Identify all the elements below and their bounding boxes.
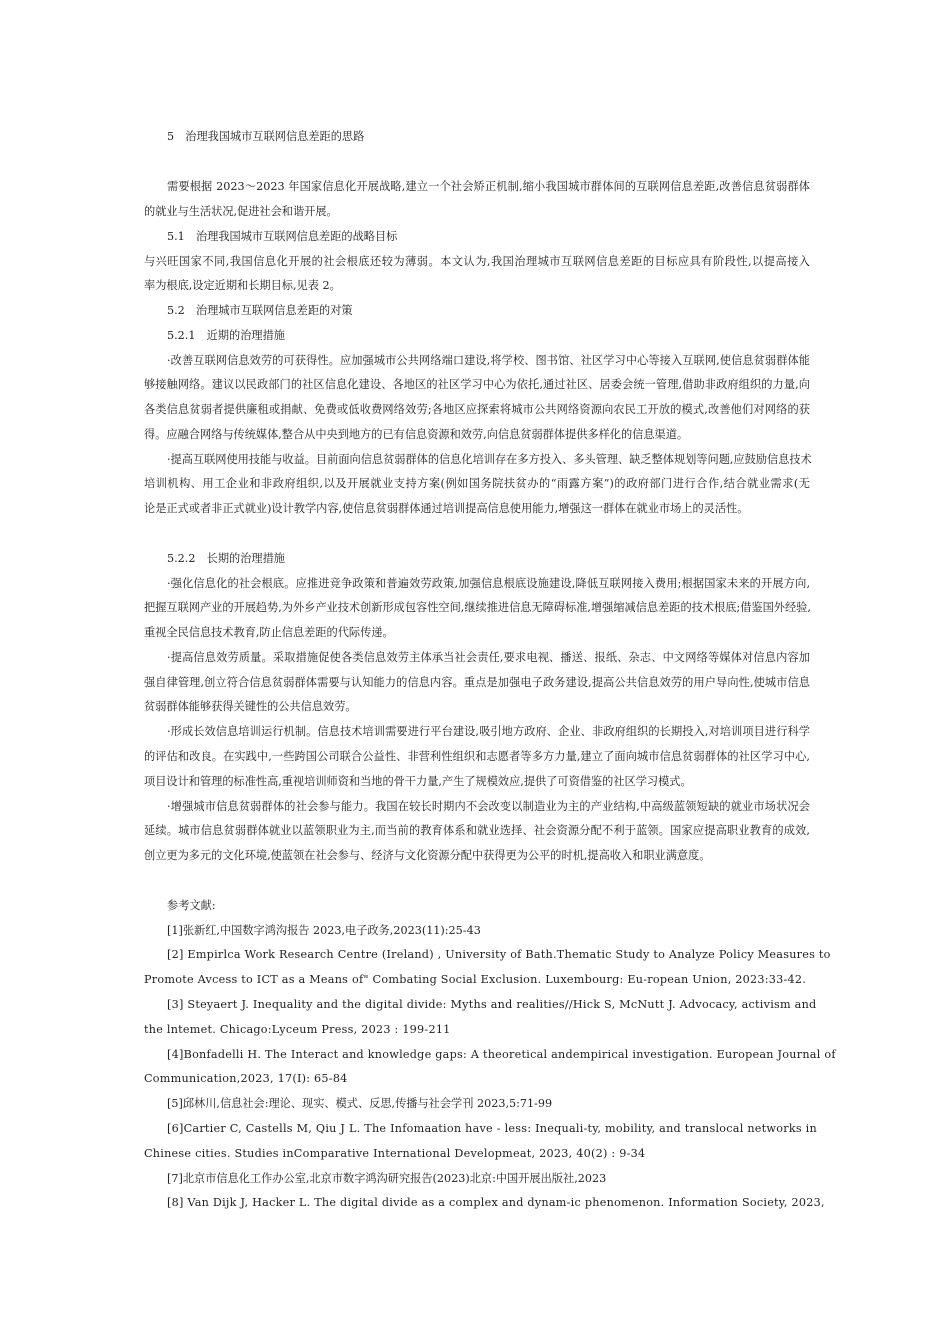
reference-item: Chinese cities. Studies inComparative International Developmeat, 2023, 40(2) : 9-34 (144, 1147, 646, 1160)
paragraph-line: 需要根据 2023～2023 年国家信息化开展战略,建立一个社会矫正机制,缩小我国城市群体间的互联网信息差距,改善信息贫弱群体 (167, 180, 810, 193)
reference-item: [2] Empirlca Work Research Centre (Ireland) , University of Bath.Thematic Study to Analyze Policy Measures to (167, 948, 831, 961)
reference-item: Promote Avcess to ICT as a Means of" Combating Social Exclusion. Luxembourg: Eu-ropean Union, 2023:33-42. (144, 973, 807, 986)
section-heading-5-1: 5.1 治理我国城市互联网信息差距的战略目标 (167, 230, 398, 243)
section-heading-5-2: 5.2 治理城市互联网信息差距的对策 (167, 304, 353, 317)
paragraph-line: 论是正式或者非正式就业)设计教学内容,使信息贫弱群体通过培训提高信息使用能力,增强这一群体在就业市场上的灵活性。 (144, 502, 749, 515)
paragraph-line: 把握互联网产业的开展趋势,为外乡产业技术创新形成包容性空间,继续推进信息无障碍标准,增强缩减信息差距的技术根底;借鉴国外经验, (144, 601, 811, 614)
subsection-heading-5-2-2: 5.2.2 长期的治理措施 (167, 552, 285, 565)
paragraph-line: 得。应融合网络与传统媒体,整合从中央到地方的已有信息资源和效劳,向信息贫弱群体提供多样化的信息渠道。 (144, 428, 689, 441)
paragraph-line: ·改善互联网信息效劳的可获得性。应加强城市公共网络端口建设,将学校、图书馆、社区学习中心等接入互联网,使信息贫弱群体能 (167, 354, 810, 367)
paragraph-line: 的就业与生活状况,促进社会和谐开展。 (144, 205, 338, 218)
reference-item: [4]Bonfadelli H. The Interact and knowledge gaps: A theoretical andempirical investigation. European Journal of (167, 1048, 836, 1061)
reference-item: [7]北京市信息化工作办公室,北京市数字鸿沟研究报告(2023)北京:中国开展出版社,2023 (167, 1172, 607, 1185)
reference-item: [8] Van Dijk J, Hacker L. The digital divide as a complex and dynam-ic phenomenon. Information Society, 2023, (167, 1196, 825, 1209)
reference-item: Communication,2023, 17(I): 65-84 (144, 1072, 348, 1085)
reference-item: [6]Cartier C, Castells M, Qiu J L. The Infomaation have - less: Inequali-ty, mobility, and translocal networks in (167, 1122, 817, 1135)
paragraph-line: ·增强城市信息贫弱群体的社会参与能力。我国在较长时期内不会改变以制造业为主的产业结构,中高级蓝领短缺的就业市场状况会 (167, 800, 810, 813)
reference-item: [1]张新红,中国数字鸿沟报告 2023,电子政务,2023(11):25-43 (167, 924, 481, 937)
paragraph-line: 与兴旺国家不同,我国信息化开展的社会根底还较为薄弱。本文认为,我国治理城市互联网信息差距的目标应具有阶段性,以提高接入 (144, 255, 810, 268)
references-heading: 参考文献: (167, 899, 216, 912)
reference-item: [5]邱林川,信息社会:理论、现实、模式、反思,传播与社会学刊 2023,5:71-99 (167, 1097, 553, 1110)
paragraph-line: 的评估和改良。在实践中,一些跨国公司联合公益性、非营利性组织和志愿者等多方力量,建立了面向城市信息贫弱群体的社区学习中心, (144, 750, 810, 763)
paragraph-line: 培训机构、用工企业和非政府组织,以及开展就业支持方案(例如国务院扶贫办的“雨露方案”)的政府部门进行合作,结合就业需求(无 (144, 477, 810, 490)
subsection-heading-5-2-1: 5.2.1 近期的治理措施 (167, 329, 285, 342)
paragraph-line: 率为根底,设定近期和长期目标,见表 2。 (144, 279, 341, 292)
reference-item: the lntemet. Chicago:Lyceum Press, 2023 : 199-211 (144, 1023, 451, 1036)
paragraph-line: 项目设计和管理的标准性高,重视培训师资和当地的骨干力量,产生了规模效应,提供了可资借鉴的社区学习模式。 (144, 775, 692, 788)
paragraph-line: 创立更为多元的文化环境,使蓝领在社会参与、经济与文化资源分配中获得更为公平的时机,提高收入和职业满意度。 (144, 849, 711, 862)
section-heading-5: 5 治理我国城市互联网信息差距的思路 (167, 130, 365, 143)
paragraph-line: 重视全民信息技术教育,防止信息差距的代际传递。 (144, 626, 394, 639)
paragraph-line: 各类信息贫弱者提供廉租或捐献、免费或低收费网络效劳;各地区应探索将城市公共网络资源向农民工开放的模式,改善他们对网络的获 (144, 403, 810, 416)
reference-item: [3] Steyaert J. Inequality and the digital divide: Myths and realities//Hick S, McNutt J. Advocacy, activism and (167, 998, 817, 1011)
paragraph-line: ·提高互联网使用技能与收益。目前面向信息贫弱群体的信息化培训存在多方投入、多头管理、缺乏整体规划等问题,应鼓励信息技术 (167, 453, 812, 466)
paragraph-line: 强自律管理,创立符合信息贫弱群体需要与认知能力的信息内容。重点是加强电子政务建设,提高公共信息效劳的用户导向性,使城市信息 (144, 676, 810, 689)
paragraph-line: ·提高信息效劳质量。采取措施促使各类信息效劳主体承当社会责任,要求电视、播送、报纸、杂志、中文网络等媒体对信息内容加 (167, 651, 810, 664)
paragraph-line: ·形成长效信息培训运行机制。信息技术培训需要进行平台建设,吸引地方政府、企业、非政府组织的长期投入,对培训项目进行科学 (167, 725, 810, 738)
paragraph-line: 够接触网络。建议以民政部门的社区信息化建设、各地区的社区学习中心为依托,通过社区、居委会统一管理,借助非政府组织的力量,向 (144, 378, 810, 391)
paragraph-line: ·强化信息化的社会根底。应推进竞争政策和普遍效劳政策,加强信息根底设施建设,降低互联网接入费用;根据国家未来的开展方向, (167, 577, 810, 590)
paragraph-line: 贫弱群体能够获得关键性的公共信息效劳。 (144, 700, 357, 713)
paragraph-line: 延续。城市信息贫弱群体就业以蓝领职业为主,而当前的教育体系和就业选择、社会资源分配不利于蓝领。国家应提高职业教育的成效, (144, 824, 810, 837)
